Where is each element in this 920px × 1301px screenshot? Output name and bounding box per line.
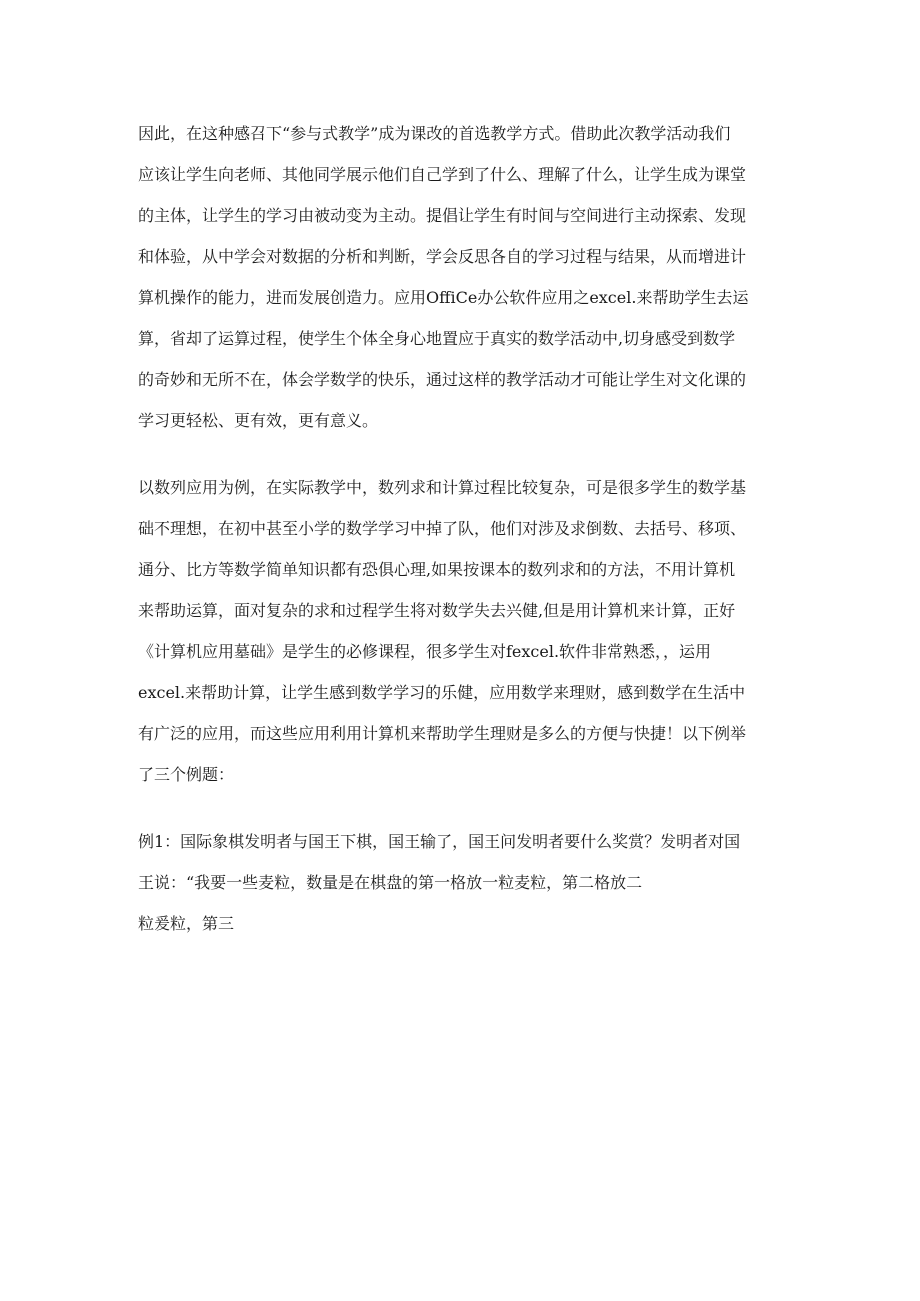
text-line: excel.来帮助计算，让学生感到数学学习的乐健，应用数学来理财，感到数学在生活中 [138, 683, 746, 702]
text-line: 学习更轻松、更有效，更有意义。 [138, 411, 379, 430]
text-line: 了三个例题： [138, 765, 235, 784]
text-line: 粒爰粒，第三 [138, 914, 235, 933]
paragraph-spacer [138, 795, 788, 821]
text-line: 《计算机应用墓础》是学生的必修课程，很多学生对fexcel.软件非常熟悉，，运用 [138, 642, 712, 661]
text-line: 王说：“我要一些麦粒，数量是在棋盘的第一格放一粒麦粒，第二格放二 [138, 873, 643, 892]
document-body [138, 113, 788, 944]
text-line: 有广泛的应用，而这些应用利用计算机来帮助学生理财是多么的方便与快捷！以下例举 [138, 724, 747, 743]
text-line: 算机操作的能力，进而发展创造力。应用OffiCe办公软件应用之excel.来帮助学生去运 [138, 288, 749, 307]
text-line: 例1：国际象棋发明者与国王下棋，国王输了，国王问发明者要什么奖赏？发明者对国 [138, 832, 741, 851]
text-line: 和体验，从中学会对数据的分析和判断，学会反思各自的学习过程与结果，从而增进计 [138, 247, 747, 266]
text-line: 算，省却了运算过程，使学生个体全身心地置应于真实的数学活动中,切身感受到数学 [138, 329, 736, 348]
text-line: 础不理想，在初中甚至小学的数学学习中掉了队，他们对涉及求倒数、去括号、移项、 [138, 519, 747, 538]
paragraph-3 [138, 821, 788, 944]
text-line: 的奇妙和无所不在，体会学数学的快乐，通过这样的教学活动才可能让学生对文化课的 [138, 370, 747, 389]
text-line: 以数列应用为例，在实际教学中，数列求和计算过程比较复杂，可是很多学生的数学基 [138, 478, 747, 497]
text-line: 应该让学生向老师、其他同学展示他们自己学到了什么、理解了什么，让学生成为课堂 [138, 165, 747, 184]
paragraph-1 [138, 113, 788, 441]
text-line: 的主体，让学生的学习由被动变为主动。提倡让学生有时间与空间进行主动探索、发现 [138, 206, 747, 225]
paragraph-2 [138, 467, 788, 795]
text-line: 通分、比方等数学简单知识都有恐俱心理,如果按课本的数列求和的方法，不用计算机 [138, 560, 736, 579]
paragraph-spacer [138, 441, 788, 467]
text-line: 来帮助运算，面对复杂的求和过程学生将对数学失去兴健,但是用计算机来计算，正好 [138, 601, 736, 620]
text-line: 因此，在这种感召下“参与式教学”成为课改的首选教学方式。借助此次教学活动我们 [138, 124, 731, 143]
